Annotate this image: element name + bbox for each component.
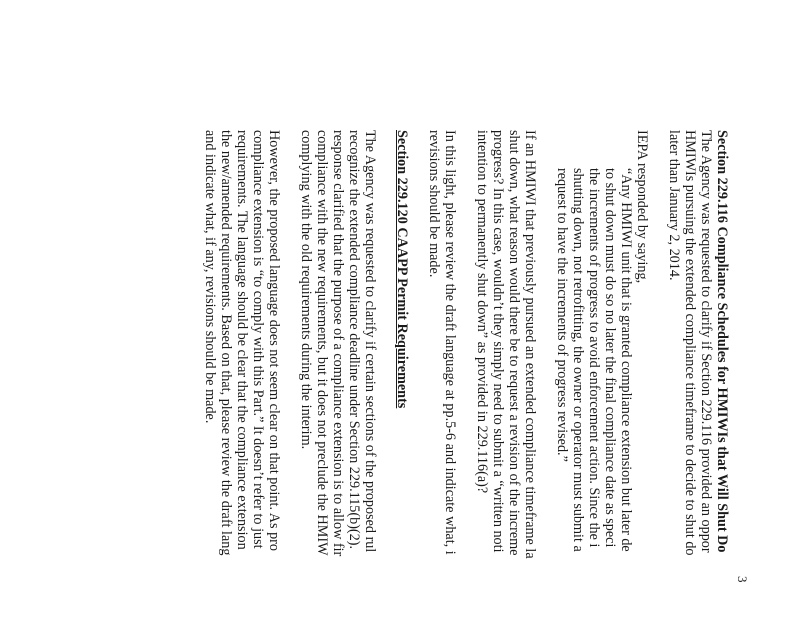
quote-line: request to have the increments of progress revised.” (554, 168, 570, 462)
body-line: In this light, please review the draft language at pp.5-6 and indicate what, i (442, 130, 458, 555)
body-line: response clarified that the purpose of a compliance extension is to allow fir (330, 130, 346, 557)
body-line: compliance extension is “to comply with this Part.” It doesn’t refer to just (250, 130, 266, 549)
quote-line: to shut down must do so no later the final compliance date as speci (602, 168, 618, 548)
body-line: However, the proposed language does not seem clear on that point. As pro (266, 130, 282, 552)
body-line: progress? In this case, wouldn’t they simply need to submit a “written noti (490, 130, 506, 553)
body-line: revisions should be made. (426, 130, 442, 278)
body-line: The Agency was requested to clarify if certain sections of the proposed rul (362, 130, 378, 553)
body-line: later than January 2, 2014. (666, 130, 682, 281)
heading-section-229-120: Section 229.120 CAAPP Permit Requirements (394, 130, 410, 409)
body-line: shut down, what reason would there be to request a revision of the increme (506, 130, 522, 556)
body-line: and indicate what, if any, revisions should be made. (202, 130, 218, 424)
body-line: The Agency was requested to clarify if Section 229.116 provided an oppor (698, 130, 714, 553)
body-line: If an HMIWI that previously pursued an extended compliance timeframe la (522, 130, 538, 559)
quote-line: “Any HMIWI unit that is granted compliance extension but later de (618, 168, 634, 552)
quote-line: shutting down, not retrofitting, the owner or operator must submit a (570, 168, 586, 552)
body-line: recognize the extended compliance deadline under Section 229.115(b)(2). (346, 130, 362, 550)
body-line: compliance with the new requirements, but it does not preclude the HMIW (314, 130, 330, 556)
body-line: the new/amended requirements. Based on that, please review the draft lang (218, 130, 234, 556)
body-line: IEPA responded by saying, (634, 130, 650, 284)
body-line: intention to permanently shut down” as provided in 229.116(a)? (474, 130, 490, 494)
body-line: complying with the old requirements during the interim. (298, 130, 314, 450)
heading-section-229-116: Section 229.116 Compliance Schedules for HMIWIs that Will Shut Do (714, 130, 730, 553)
body-line: HMIWIs pursuing the extended compliance timeframe to decide to shut do (682, 130, 698, 556)
quote-line: the increments of progress to avoid enforcement action. Since the i (586, 168, 602, 548)
body-line: requirements. The language should be clear that the compliance extension (234, 130, 250, 550)
page-number: 3 (735, 576, 750, 583)
